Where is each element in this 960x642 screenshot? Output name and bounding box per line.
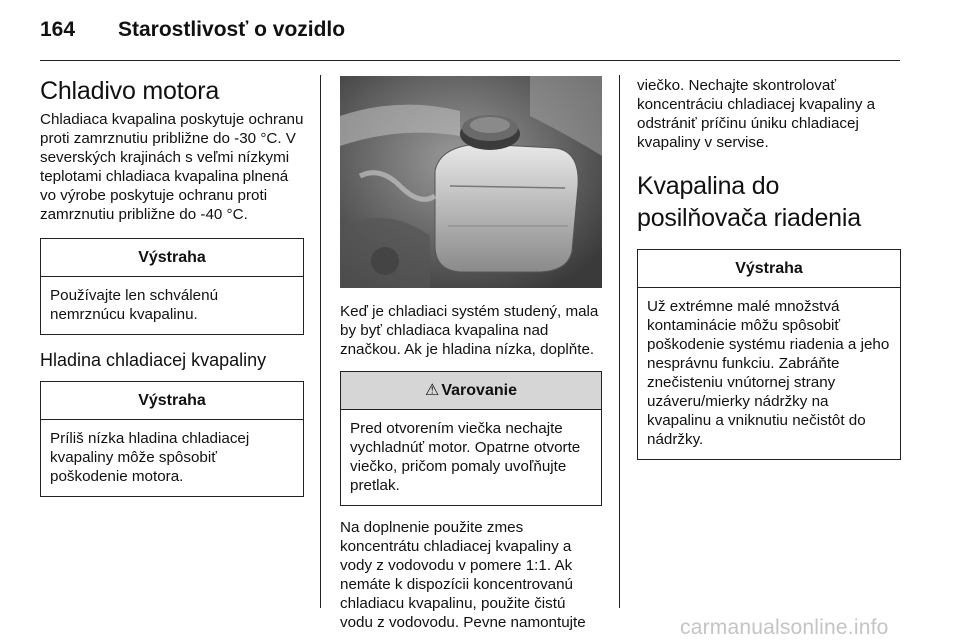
warning-box-text: Používajte len schválenú nemrznúcu kvapalinu. <box>50 287 219 323</box>
engine-bay-illustration <box>340 76 602 288</box>
warning-box-low-level <box>40 381 304 497</box>
watermark: carmanualsonline.info <box>680 616 889 639</box>
chapter-title: Starostlivosť o vozidlo <box>118 18 346 41</box>
column-divider-2 <box>619 75 620 608</box>
section-heading-power-steering: Kvapalina do posilňovača riadenia <box>637 172 861 232</box>
subheading-coolant-level: Hladina chladiacej kvapaliny <box>40 350 267 370</box>
warning-box-title: Výstraha <box>41 239 303 277</box>
column-1 <box>40 76 304 497</box>
section-heading-coolant: Chladivo motora <box>40 77 220 105</box>
page-header <box>40 18 345 42</box>
warning-box-text: Príliš nízka hladina chladiacej kvapaliny môže spôsobiť poškodenie motora. <box>50 430 250 485</box>
column-divider-1 <box>320 75 321 608</box>
header-rule <box>40 60 900 61</box>
coolant-reservoir-photo <box>340 76 602 288</box>
coolant-service-text: viečko. Nechajte skontrolovať koncentráciu chladiacej kvapaliny a odstrániť príčinu úniku chladiacej kvapaliny v servise. <box>637 77 876 151</box>
coolant-mix-instruction: Na doplnenie použite zmes koncentrátu chladiacej kvapaliny a vody z vodovodu v pomere 1:1. Ak nemáte k dispozícii koncentrovanú chladiacu kvapalinu, použite čistú vodu z vodovodu. Pevne namontujte <box>340 519 586 631</box>
warning-box-steering <box>637 249 901 460</box>
caution-box-title-bar <box>341 372 601 410</box>
page-number: 164 <box>40 18 76 41</box>
warning-box-antifreeze <box>40 238 304 335</box>
warning-box-text: Už extrémne malé množstvá kontaminácie môžu spôsobiť poškodenie systému riadenia a jeho nesprávnu funkciu. Zabráňte znečisteniu vnútornej strany uzáveru/mierky nádržky na kvapalinu a vniknutiu nečistôt do nádržky. <box>647 298 890 448</box>
column-3 <box>637 76 901 460</box>
column-2 <box>340 76 602 632</box>
coolant-intro: Chladiaca kvapalina poskytuje ochranu proti zamrznutiu približne do -30 °C. V severských krajinách s veľmi nízkymi teplotami chladiaca kvapalina plnená vo výrobe poskytuje ochranu proti zamrznutiu približne do -40 °C. <box>40 111 304 223</box>
warning-triangle-icon: ⚠ <box>425 382 440 399</box>
warning-box-title: Výstraha <box>41 382 303 420</box>
caution-box-title: Varovanie <box>441 382 517 399</box>
coolant-level-instruction: Keď je chladiaci systém studený, mala by byť chladiaca kvapalina nad značkou. Ak je hladina nízka, doplňte. <box>340 303 599 358</box>
caution-box-cap <box>340 371 602 506</box>
caution-box-text: Pred otvorením viečka nechajte vychladnúť motor. Opatrne otvorte viečko, pričom pomaly uvoľňujte pretlak. <box>350 420 581 494</box>
warning-box-title: Výstraha <box>638 250 900 288</box>
